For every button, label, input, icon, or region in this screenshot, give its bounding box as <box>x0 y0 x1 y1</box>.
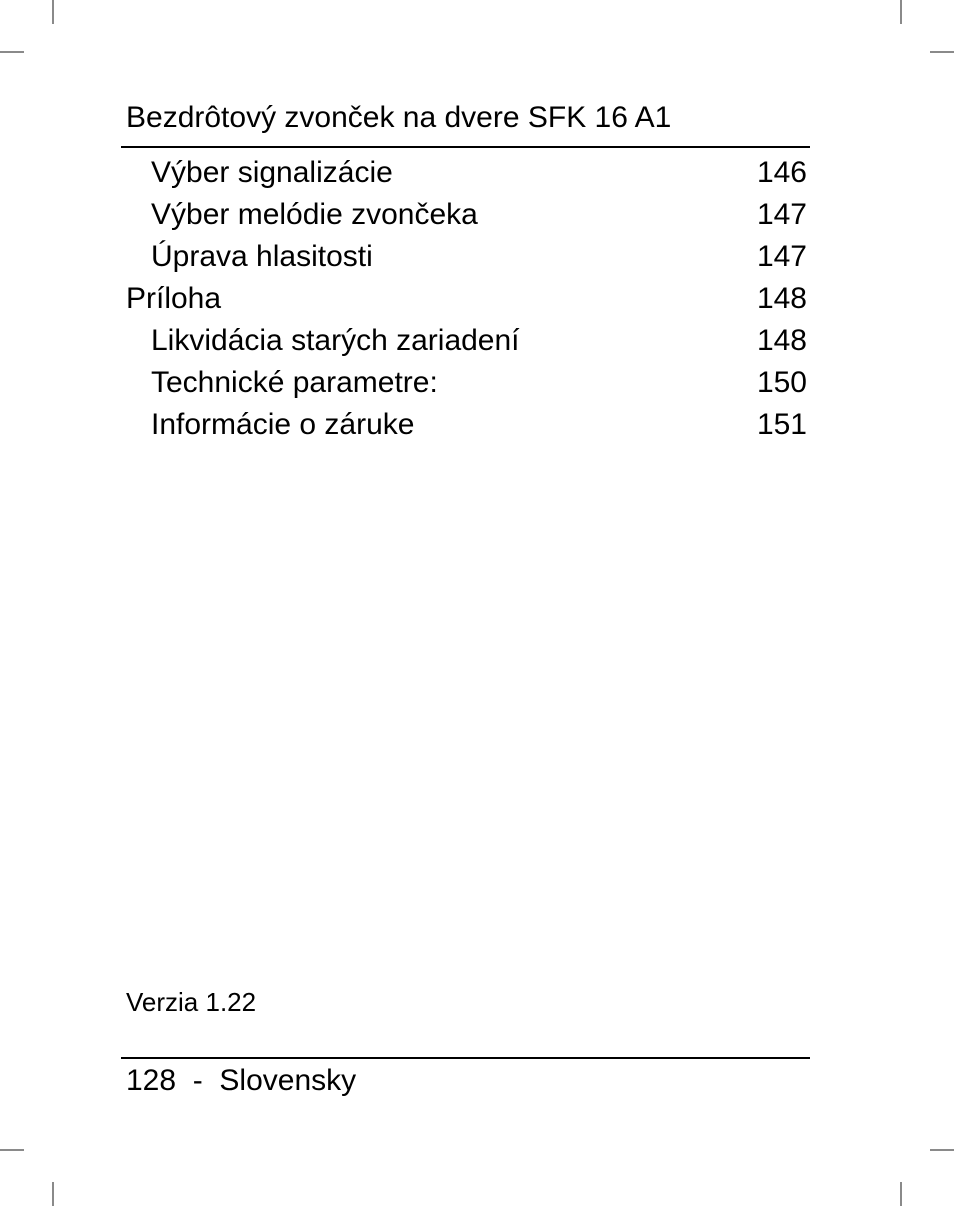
header-rule <box>121 146 810 148</box>
footer-rule <box>121 1057 810 1059</box>
page-number: 128 <box>126 1064 177 1097</box>
page-footer <box>126 1063 356 1099</box>
crop-mark-top-right-vertical <box>900 0 902 24</box>
toc-entry[interactable] <box>126 278 807 320</box>
toc-entry[interactable] <box>126 152 807 194</box>
footer-separator: - <box>192 1064 203 1097</box>
version-label: Verzia 1.22 <box>126 987 257 1017</box>
crop-mark-bottom-right-horizontal <box>930 1149 954 1151</box>
table-of-contents <box>126 152 807 446</box>
toc-entry-label: Úprava hlasitosti <box>151 240 373 273</box>
crop-mark-top-left-vertical <box>52 0 54 24</box>
crop-mark-bottom-left-horizontal <box>0 1149 24 1151</box>
toc-entry-label: Výber melódie zvončeka <box>151 198 478 231</box>
toc-entry-page: 151 <box>756 408 807 441</box>
toc-entry-label: Likvidácia starých zariadení <box>151 324 520 357</box>
crop-mark-bottom-left-vertical <box>52 1182 54 1206</box>
toc-entry-page: 148 <box>756 282 807 315</box>
toc-entry-label: Príloha <box>126 282 222 315</box>
toc-entry[interactable] <box>126 320 807 362</box>
toc-entry[interactable] <box>126 362 807 404</box>
toc-entry[interactable] <box>126 194 807 236</box>
toc-entry[interactable] <box>126 404 807 446</box>
crop-mark-top-right-horizontal <box>930 51 954 53</box>
toc-entry[interactable] <box>126 236 807 278</box>
crop-mark-top-left-horizontal <box>0 51 24 53</box>
toc-entry-label: Technické parametre: <box>151 366 438 399</box>
toc-entry-page: 147 <box>756 198 807 231</box>
document-title: Bezdrôtový zvonček na dvere SFK 16 A1 <box>126 101 672 134</box>
toc-entry-label: Informácie o záruke <box>151 408 415 441</box>
toc-entry-page: 150 <box>756 366 807 399</box>
toc-entry-page: 146 <box>756 156 807 189</box>
toc-entry-page: 147 <box>756 240 807 273</box>
toc-entry-label: Výber signalizácie <box>151 156 393 189</box>
toc-entry-page: 148 <box>756 324 807 357</box>
footer-language: Slovensky <box>219 1064 357 1097</box>
crop-mark-bottom-right-vertical <box>900 1182 902 1206</box>
